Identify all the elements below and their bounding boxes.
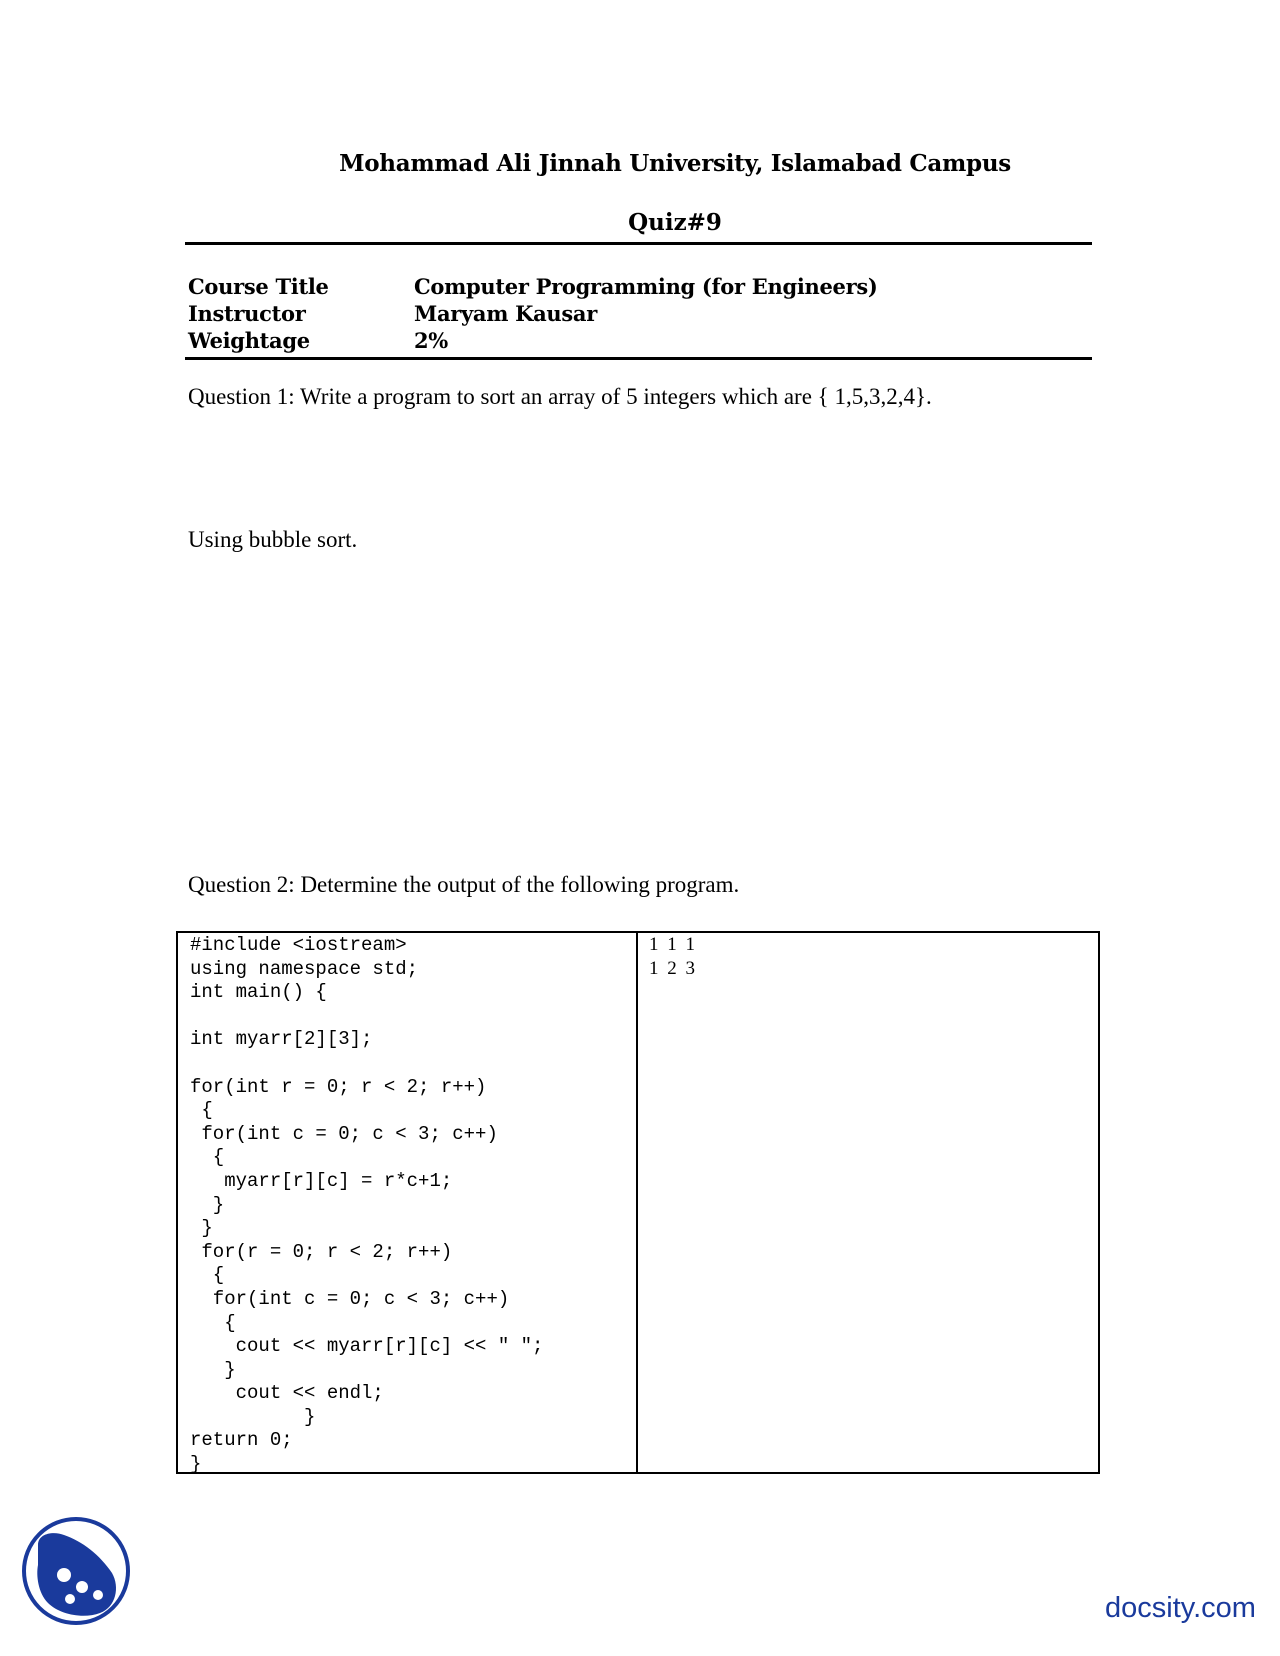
output-line: 1 2 3 <box>649 958 697 979</box>
docsity-logo-icon <box>20 1515 132 1627</box>
bottom-rule <box>185 357 1092 360</box>
docsity-brand-link[interactable]: docsity.com <box>1105 1592 1256 1624</box>
question-1-text: Question 1: Write a program to sort an array of 5 integers which are { 1,5,3,2,4}. <box>188 384 932 409</box>
info-value: Maryam Kausar <box>414 301 597 326</box>
info-label: Instructor <box>188 301 306 326</box>
question-2-text: Question 2: Determine the output of the following program. <box>188 872 740 897</box>
university-title: Mohammad Ali Jinnah University, Islamabad Campus <box>339 150 1011 177</box>
top-rule <box>185 242 1092 245</box>
code-output-table <box>176 931 1100 1474</box>
output-cell <box>638 933 1098 1472</box>
info-value: Computer Programming (for Engineers) <box>414 274 878 299</box>
output-line: 1 1 1 <box>649 934 697 955</box>
info-label: Course Title <box>188 274 329 299</box>
program-code: #include <iostream> using namespace std; int main() { int myarr[2][3]; for(int r = 0; r < 2; r++) { for(int c = 0; c < 3; c++) { myarr[r][c] = r*c+1; } } for(r = 0; r < 2; r++) { for(int c = 0; c < 3; c++) { cout << myarr[r][c] << " "; } cout << endl; } return 0; } <box>190 934 544 1476</box>
code-cell <box>178 933 638 1476</box>
question-1-note: Using bubble sort. <box>188 527 358 552</box>
quiz-title: Quiz#9 <box>628 209 722 236</box>
info-label: Weightage <box>188 328 310 353</box>
info-value: 2% <box>414 328 448 353</box>
